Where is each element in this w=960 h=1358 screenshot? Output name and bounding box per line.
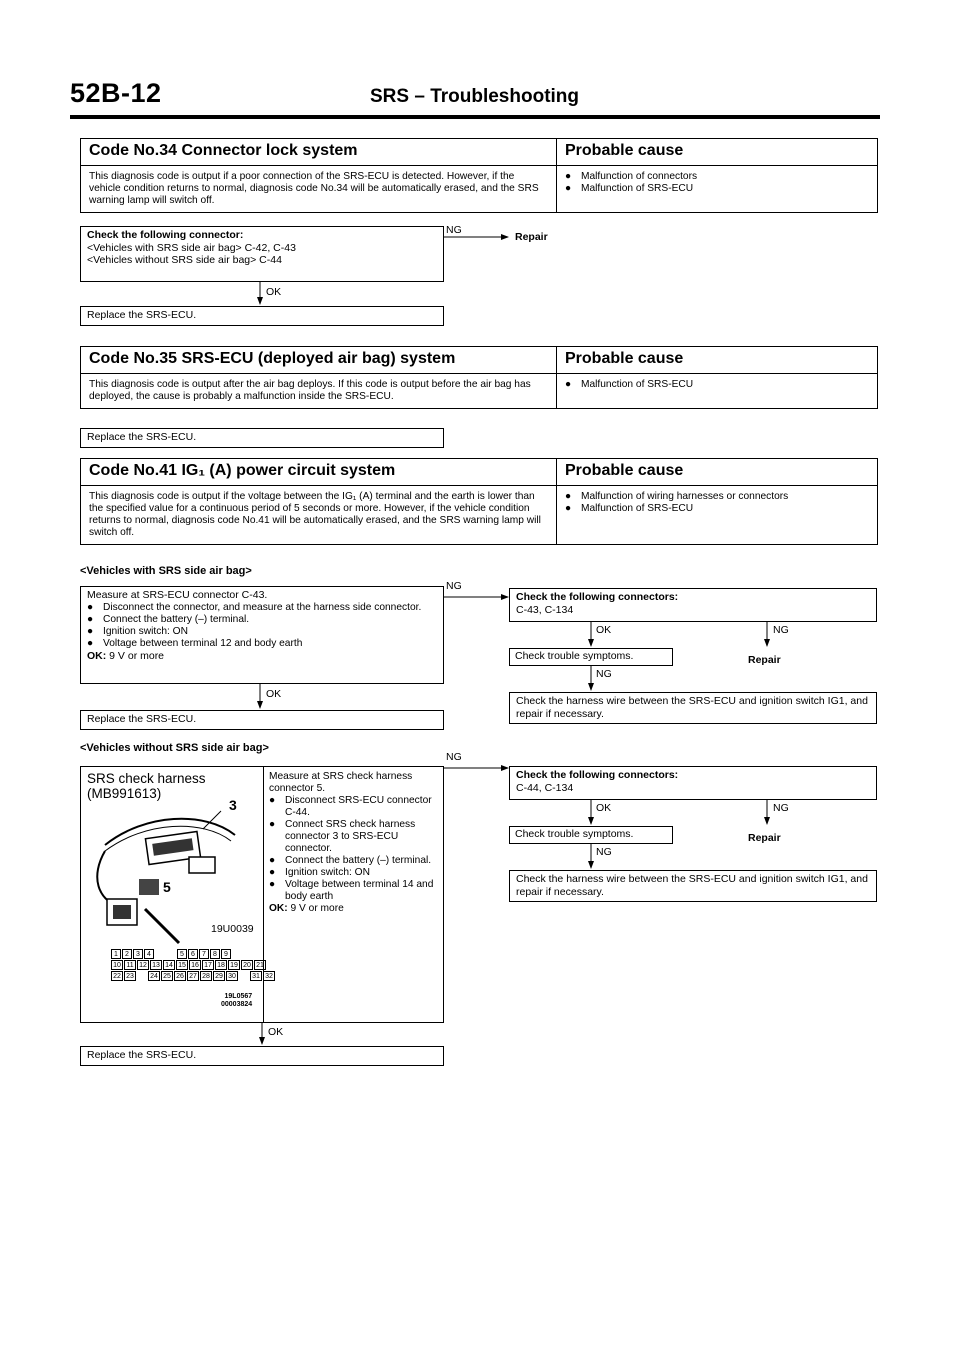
connector-pin: 31 xyxy=(250,971,262,981)
connector-pin: 6 xyxy=(188,949,198,959)
connector-row xyxy=(111,960,275,970)
without-side-measure-title: Measure at SRS check harness connector 5. xyxy=(269,771,413,794)
page-title: SRS – Troubleshooting xyxy=(370,86,580,107)
connector-row xyxy=(111,949,275,959)
tool-name: SRS check harness xyxy=(87,771,206,786)
with-side-check-value: C-43, C-134 xyxy=(516,603,574,616)
code41-cause-1: Malfunction of wiring harnesses or connectors xyxy=(581,491,789,502)
without-side-measure-item-4: Ignition switch: ON xyxy=(285,867,370,878)
connector-pin: 7 xyxy=(199,949,209,959)
code35-replace-box xyxy=(80,428,444,448)
connector-pin: 19 xyxy=(228,960,240,970)
connector-pin: 5 xyxy=(177,949,187,959)
connector-pin: 12 xyxy=(137,960,149,970)
connector-pin xyxy=(239,971,249,981)
with-side-symptoms-ng: NG xyxy=(596,668,612,680)
connector-pin: 22 xyxy=(111,971,123,981)
connector-pin: 30 xyxy=(226,971,238,981)
connector-pin: 1 xyxy=(111,949,121,959)
with-side-ok-spec-label: OK: xyxy=(87,649,107,662)
code35-box: Code No.35 SRS-ECU (deployed air bag) system Probable cause This diagnosis code is output after the air bag deploys. If this code is output before the air bag has deployed, the cause is probably a malfunction inside the SRS-ECU. ● Malfunction of SRS-ECU xyxy=(80,346,878,409)
with-side-measure-title: Measure at SRS-ECU connector C-43. xyxy=(87,589,268,601)
code34-probable-cause-title: Probable cause xyxy=(565,142,684,159)
code41-cause-2: Malfunction of SRS-ECU xyxy=(581,503,694,514)
connector-pin: 20 xyxy=(241,960,253,970)
connector-pin: 3 xyxy=(133,949,143,959)
with-side-ok-spec-value: 9 V or more xyxy=(109,649,165,662)
connector-pin: 8 xyxy=(210,949,220,959)
callout-3: 3 xyxy=(229,797,237,813)
figure-codes xyxy=(221,993,252,1009)
with-side-measure-item-1: Disconnect the connector, and measure at the harness side connector. xyxy=(103,601,422,613)
code41-box: Code No.41 IG₁ (A) power circuit system Probable cause This diagnosis code is output if the voltage between the IG₁ (A) terminal and the earth is lower than the specified value for a continuous period of 5 seconds or more. However, if the vehicle condition returns to normal, diagnosis code No.41 will be automatically erased, and the SRS warning lamp will switch off. ● Malfunction of wiring harnesses or connectors ● Malfunction of SRS-ECU xyxy=(80,458,878,545)
connector-pin: 14 xyxy=(163,960,175,970)
code35-cause-1: Malfunction of SRS-ECU xyxy=(581,379,694,390)
without-side-symptoms-ng: NG xyxy=(596,846,612,858)
connector-pin: 10 xyxy=(111,960,123,970)
connector-pin: 24 xyxy=(148,971,160,981)
connector-pin: 4 xyxy=(144,949,154,959)
without-side-measure-item-1: Disconnect SRS-ECU connector C-44. xyxy=(285,795,432,818)
without-side-harness-text: Check the harness wire between the SRS-ECU and ignition switch IG1, and repair if necessary. xyxy=(516,873,868,898)
code34-ng-label: NG xyxy=(446,224,462,236)
with-side-check-ok: OK xyxy=(596,624,612,636)
code34-box: Code No.34 Connector lock system Probable cause This diagnosis code is output if a poor connection of the SRS-ECU is detected. However, if the vehicle condition returns to normal, diagnosis code No.34 will be automatically erased, and the SRS warning lamp will switch off. ● Malfunction of connectors ● Malfunction of SRS-ECU xyxy=(80,138,878,213)
connector-row xyxy=(111,971,275,981)
without-side-check-title: Check the following connectors: xyxy=(516,769,679,781)
without-side-replace-text: Replace the SRS-ECU. xyxy=(87,1049,197,1061)
connector-pin xyxy=(166,949,176,959)
connector-pin: 13 xyxy=(150,960,162,970)
with-side-ng-label: NG xyxy=(446,580,462,592)
code41-probable-cause-title: Probable cause xyxy=(565,462,684,479)
connector-pin: 9 xyxy=(221,949,231,959)
code34-description: This diagnosis code is output if a poor connection of the SRS-ECU is detected. However, if the vehicle condition returns to normal, diagnosis code No.34 will be automatically erased, and the SRS warning lamp will switch off. xyxy=(89,171,539,206)
with-side-replace-text: Replace the SRS-ECU. xyxy=(87,713,197,725)
connector-pin: 17 xyxy=(202,960,214,970)
with-side-measure-item-4: Voltage between terminal 12 and body earth xyxy=(103,637,303,649)
connector-pin: 27 xyxy=(187,971,199,981)
without-side-symptoms-box xyxy=(509,826,673,844)
connector-pin: 16 xyxy=(189,960,201,970)
connector-pin: 21 xyxy=(254,960,266,970)
code34-replace-box xyxy=(80,306,444,326)
code34-title: Code No.34 Connector lock system xyxy=(89,142,358,159)
without-side-ok-label: OK xyxy=(268,1026,284,1038)
with-side-harness-text: Check the harness wire between the SRS-ECU and ignition switch IG1, and repair if necessary. xyxy=(516,695,868,720)
connector-pin: 23 xyxy=(124,971,136,981)
without-side-measure-text: Measure at SRS check harness connector 5. ● Disconnect SRS-ECU connector C-44. ● Connect SRS check harness connector 3 to SRS-ECU connector. ● Connect the battery (–) terminal. ● Ignition switch: ON ● Voltage between terminal 14 and body earth OK: 9 V or more xyxy=(269,771,439,915)
code34-check-box xyxy=(80,226,444,282)
with-side-measure-box: Measure at SRS-ECU connector C-43. ● Disconnect the connector, and measure at the harness side connector. ● Connect the battery (–) terminal. ● Ignition switch: ON ● Voltage between terminal 12 and body earth OK: 9 V or more xyxy=(80,586,444,684)
connector-pin: 11 xyxy=(124,960,136,970)
without-side-ok-spec-value: 9 V or more xyxy=(290,903,344,914)
without-side-check-box xyxy=(509,766,877,800)
connector-pin xyxy=(155,949,165,959)
code34-ok-label: OK xyxy=(266,286,282,298)
without-side-check-ng: NG xyxy=(773,802,789,814)
connector-face-diagram xyxy=(111,949,275,982)
with-side-check-ng: NG xyxy=(773,624,789,636)
with-side-check-title: Check the following connectors: xyxy=(516,591,679,603)
without-side-symptoms-text: Check trouble symptoms. xyxy=(515,828,634,840)
without-side-check-ok: OK xyxy=(596,802,612,814)
connector-pin: 15 xyxy=(176,960,188,970)
code35-probable-cause-title: Probable cause xyxy=(565,350,684,367)
without-side-harness-box xyxy=(509,870,877,902)
code41-description: This diagnosis code is output if the voltage between the IG₁ (A) terminal and the earth is lower than the specified value for a continuous period of 5 seconds or more. However, if the vehicle condition returns to normal, diagnosis code No.41 will be automatically erased, and the SRS warning lamp will switch off. xyxy=(89,491,541,538)
without-side-repair-label: Repair xyxy=(748,832,781,844)
without-side-heading: <Vehicles without SRS side air bag> xyxy=(80,742,269,754)
figure-code: 19U0039 xyxy=(211,923,254,935)
without-side-replace-box xyxy=(80,1046,444,1066)
figure-code-3: 00003824 xyxy=(221,1001,253,1008)
code34-cause-1: Malfunction of connectors xyxy=(581,171,698,182)
with-side-replace-box xyxy=(80,710,444,730)
connector-pin: 28 xyxy=(200,971,212,981)
code35-title: Code No.35 SRS-ECU (deployed air bag) system xyxy=(89,350,456,367)
tool-label xyxy=(87,771,206,801)
without-side-measure-item-2: Connect SRS check harness connector 3 to SRS-ECU connector. xyxy=(285,819,416,854)
with-side-symptoms-box xyxy=(509,648,673,666)
code34-check-title: Check the following connector: xyxy=(87,229,244,241)
callout-5: 5 xyxy=(163,879,171,895)
without-side-measure-item-5: Voltage between terminal 14 and body earth xyxy=(285,879,434,902)
code34-cause-2: Malfunction of SRS-ECU xyxy=(581,183,694,194)
with-side-symptoms-text: Check trouble symptoms. xyxy=(515,650,634,662)
connector-pin: 18 xyxy=(215,960,227,970)
with-side-measure-item-3: Ignition switch: ON xyxy=(103,625,188,637)
code41-title: Code No.41 IG₁ (A) power circuit system xyxy=(89,462,396,479)
without-side-divider xyxy=(263,767,264,1022)
code35-replace-text: Replace the SRS-ECU. xyxy=(87,431,197,443)
code34-check-line-1: <Vehicles with SRS side air bag> C-42, C-43 xyxy=(87,241,296,254)
tool-part-number: (MB991613) xyxy=(87,786,162,801)
connector-pin: 26 xyxy=(174,971,186,981)
without-side-measure-box xyxy=(80,766,444,1023)
with-side-measure-item-2: Connect the battery (–) terminal. xyxy=(103,613,250,625)
connector-pin: 25 xyxy=(161,971,173,981)
without-side-ok-spec-label: OK: xyxy=(269,903,288,914)
without-side-measure-item-3: Connect the battery (–) terminal. xyxy=(285,855,432,866)
connector-pin: 29 xyxy=(213,971,225,981)
with-side-check-box xyxy=(509,588,877,622)
connector-pin: 32 xyxy=(263,971,275,981)
code34-replace-text: Replace the SRS-ECU. xyxy=(87,309,197,321)
code34-repair-label: Repair xyxy=(515,231,548,243)
page-number: 52B-12 xyxy=(70,78,162,108)
without-side-check-value: C-44, C-134 xyxy=(516,781,574,794)
connector-pin: 2 xyxy=(122,949,132,959)
connector-pin xyxy=(137,971,147,981)
figure-code-2: 19L0567 xyxy=(224,993,253,1000)
with-side-harness-box xyxy=(509,692,877,724)
code34-check-line-2: <Vehicles without SRS side air bag> C-44 xyxy=(87,254,282,266)
with-side-ok-label: OK xyxy=(266,688,282,700)
with-side-repair-label: Repair xyxy=(748,654,781,666)
without-side-ng-label: NG xyxy=(446,751,462,763)
with-side-heading: <Vehicles with SRS side air bag> xyxy=(80,565,252,577)
code35-description: This diagnosis code is output after the air bag deploys. If this code is output before the air bag has deployed, the cause is probably a malfunction inside the SRS-ECU. xyxy=(89,379,531,402)
